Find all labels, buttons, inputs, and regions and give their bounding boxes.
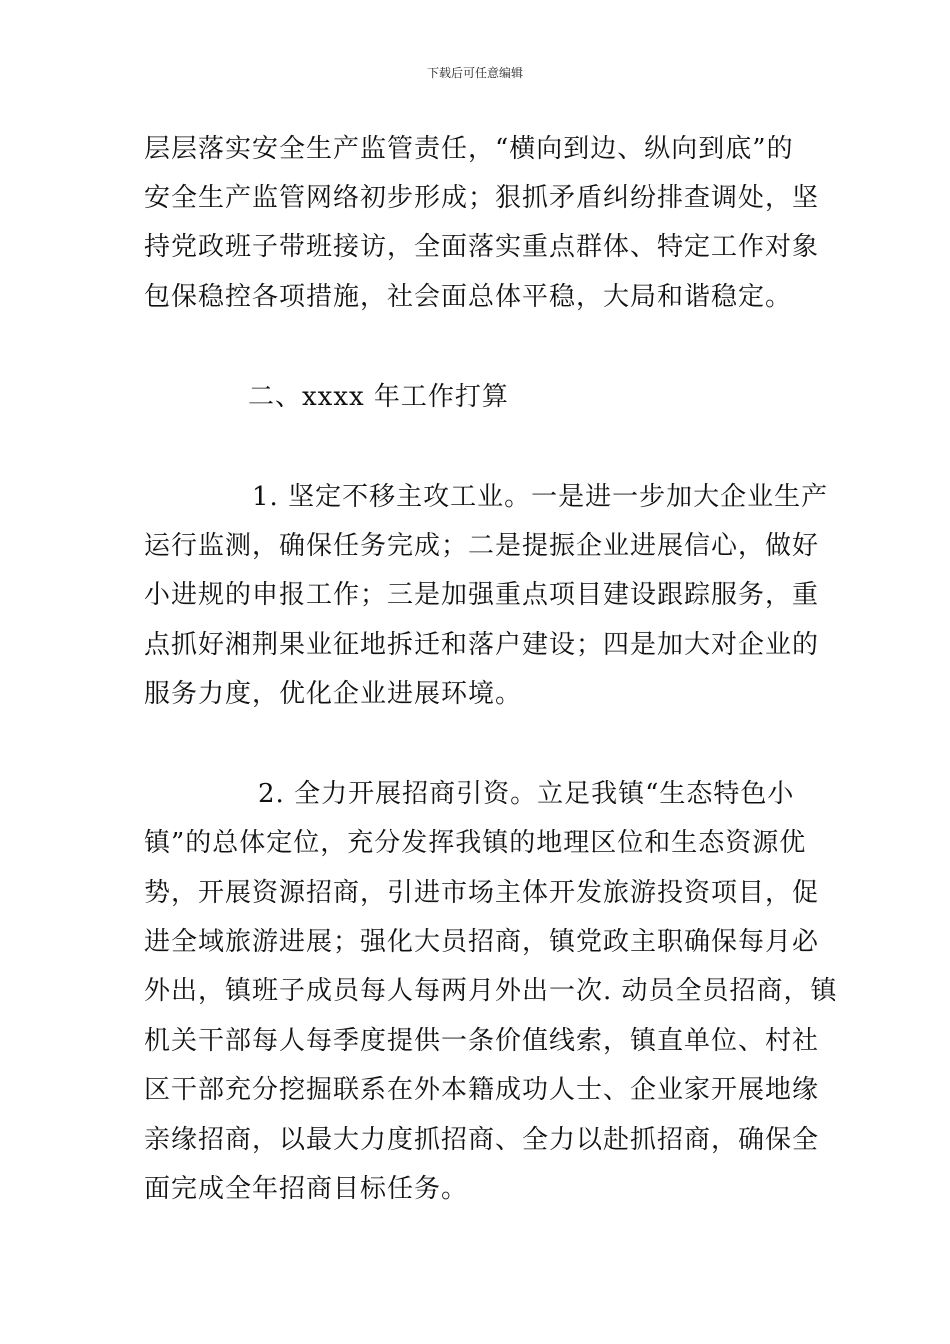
text-line: 2. 全力开展招商引资。立足我镇“生态特色小	[258, 779, 795, 809]
text-line: 持党政班子带班接访，全面落实重点群体、特定工作对象	[144, 232, 820, 262]
text-line: 小进规的申报工作；三是加强重点项目建设跟踪服务，重	[144, 580, 820, 610]
text-line: 包保稳控各项措施，社会面总体平稳，大局和谐稳定。	[144, 282, 793, 312]
text-line: 镇”的总体定位，充分发挥我镇的地理区位和生态资源优	[144, 828, 807, 858]
text-line: 进全域旅游进展；强化大员招商，镇党政主职确保每月必	[144, 927, 820, 957]
text-line: 机关干部每人每季度提供一条价值线索，镇直单位、村社	[144, 1026, 820, 1056]
heading-text: 二、xxxx 年工作打算	[248, 382, 509, 412]
text-line: 层层落实安全生产监管责任，“横向到边、纵向到底”的	[144, 134, 794, 164]
text-line: 外出，镇班子成员每人每两月外出一次. 动员全员招商，镇	[144, 976, 838, 1006]
page-header: 下载后可任意编辑	[426, 66, 523, 80]
text-line: 面完成全年招商目标任务。	[144, 1174, 469, 1204]
text-line: 1. 坚定不移主攻工业。一是进一步加大企业生产	[252, 482, 829, 512]
text-line: 势，开展资源招商，引进市场主体开发旅游投资项目，促	[144, 878, 820, 908]
text-line: 运行监测，确保任务完成；二是提振企业进展信心，做好	[144, 531, 820, 561]
text-line: 服务力度，优化企业进展环境。	[144, 679, 523, 709]
text-line: 点抓好湘荆果业征地拆迁和落户建设；四是加大对企业的	[144, 630, 820, 660]
text-line: 区干部充分挖掘联系在外本籍成功人士、企业家开展地缘	[144, 1075, 820, 1105]
text-line: 安全生产监管网络初步形成；狠抓矛盾纠纷排查调处，坚	[144, 183, 820, 213]
text-line: 亲缘招商，以最大力度抓招商、全力以赴抓招商，确保全	[144, 1125, 820, 1155]
